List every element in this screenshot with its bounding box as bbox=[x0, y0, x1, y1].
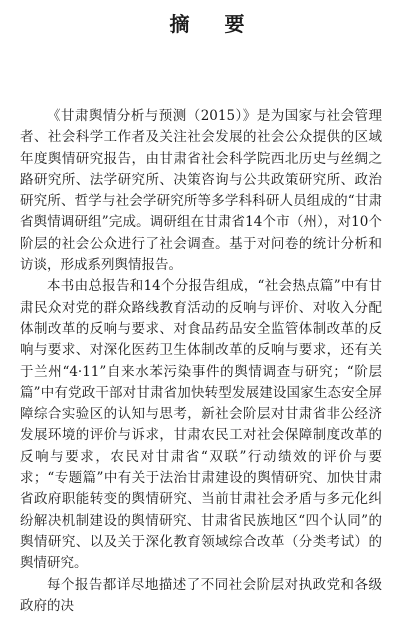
abstract-body bbox=[20, 106, 382, 617]
abstract-paragraph-2: 本书由总报告和14个分报告组成，“社会热点篇”中有甘肃民众对党的群众路线教育活动的反响与评价、对收入分配体制改革的反响与要求、对食品药品安全监管体制改革的反响与要求、对深化医药卫生体制改革的反响与要求，还有关于兰州“4·11”自来水苯污染事件的舆情调查与研究；“阶层篇”中有党政干部对甘肃省加快转型发展建设国家生态安全屏障综合实验区的认知与思考，新社会阶层对甘肃省非公经济发展环境的评价与诉求，甘肃农民工对社会保障制度改革的反响与要求，农民对甘肃省“双联”行动绩效的评价与要求；“专题篇”中有关于法治甘肃建设的舆情研究、加快甘肃省政府职能转变的舆情研究、当前甘肃社会矛盾与多元化纠纷解决机制建设的舆情研究、甘肃省民族地区“四个认同”的舆情研究、以及关于深化教育领域综合改革（分类考试）的舆情研究。 bbox=[20, 278, 382, 572]
abstract-paragraph-1: 《甘肃舆情分析与预测（2015）》是为国家与社会管理者、社会科学工作者及关注社会发展的社会公众提供的区域年度舆情研究报告，由甘肃省社会科学院西北历史与丝绸之路研究所、法学研究所、决策咨询与公共政策研究所、政治研究所、哲学与社会学研究所等多学科科研人员组成的“甘肃省舆情调研组”完成。调研组在甘肃省14个市（州），对10个阶层的社会公众进行了社会调查。基于对问卷的统计分析和访谈，形成系列舆情报告。 bbox=[20, 108, 382, 274]
page-title: 摘 要 bbox=[169, 12, 259, 36]
abstract-paragraph-3: 每个报告都详尽地描述了不同社会阶层对执政党和各级政府的决 bbox=[20, 576, 382, 614]
